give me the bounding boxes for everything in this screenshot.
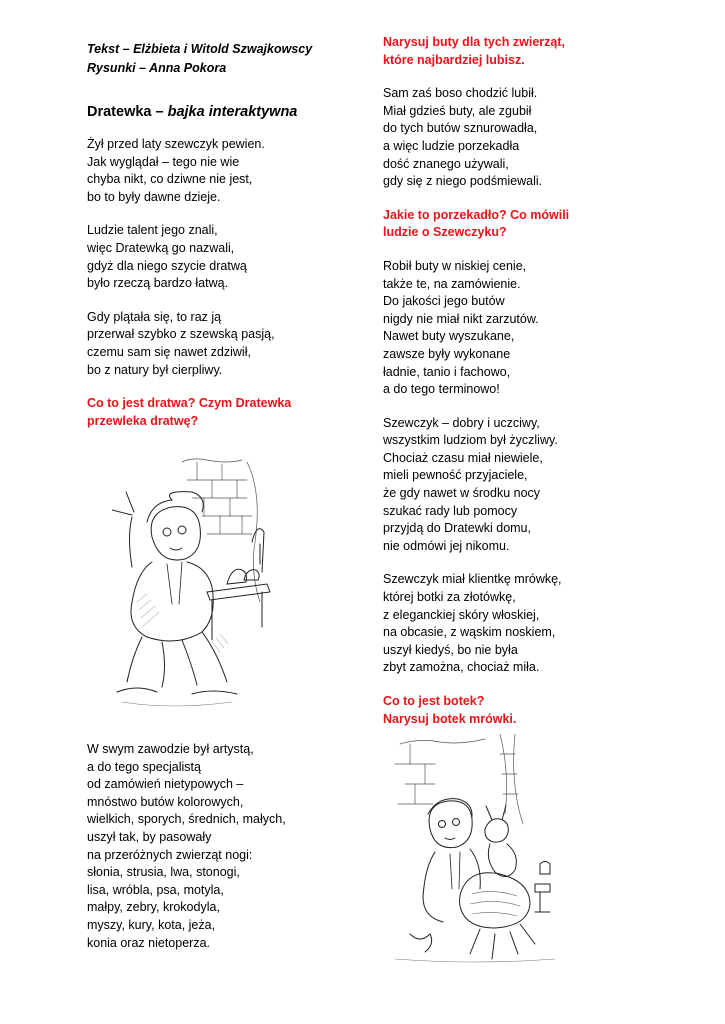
verse-line: nie odmówi jej nikomu. bbox=[383, 538, 510, 553]
verse-line: wszystkim ludziom był życzliwy. bbox=[383, 433, 558, 448]
verse-line: chyba nikt, co dziwne nie jest, bbox=[87, 172, 253, 187]
verse-line: mieli pewność przyjaciele, bbox=[383, 468, 528, 483]
verse-line: do tych butów sznurowadła, bbox=[383, 121, 538, 136]
author-credit: Tekst – Elżbieta i Witold Szwajkowscy bbox=[87, 42, 313, 56]
verse-line: bo z natury był cierpliwy. bbox=[87, 362, 223, 377]
verse-line: bo to były dawne dzieje. bbox=[87, 189, 221, 204]
stanza bbox=[87, 136, 357, 206]
title-subtitle: bajka interaktywna bbox=[167, 104, 298, 120]
question-dratwa bbox=[87, 395, 357, 430]
stanza-artist bbox=[87, 741, 357, 952]
verse-line: zawsze były wykonane bbox=[383, 346, 511, 361]
verse-line: było rzeczą bardzo łatwą. bbox=[87, 276, 229, 291]
question-line: Narysuj botek mrówki. bbox=[383, 711, 517, 726]
question-line: Co to jest botek? bbox=[383, 694, 485, 708]
question-line: przewleka dratwę? bbox=[87, 413, 199, 428]
stanza bbox=[383, 258, 683, 399]
verse-line: że gdy nawet w środku nocy bbox=[383, 486, 541, 501]
page-title bbox=[87, 104, 357, 120]
verse-line: Nawet buty wyszukane, bbox=[383, 329, 515, 344]
verse-line: szukać rady lub pomocy bbox=[383, 503, 518, 518]
stanza bbox=[383, 571, 683, 677]
verse-line: a więc ludzie porzekadła bbox=[383, 138, 520, 153]
verse-line: Szewczyk miał klientkę mrówkę, bbox=[383, 572, 562, 587]
stanza bbox=[87, 309, 357, 379]
verse-line: na przeróżnych zwierząt nogi: bbox=[87, 847, 253, 862]
shoemaker-illustration bbox=[112, 452, 277, 710]
verse-line: Miał gdzieś buty, ale zgubił bbox=[383, 103, 532, 118]
verse-line: W swym zawodzie był artystą, bbox=[87, 742, 254, 756]
verse-line: uszył tak, by pasowały bbox=[87, 829, 212, 844]
verse-line: Ludzie talent jego znali, bbox=[87, 223, 218, 238]
verse-line: także te, na zamówienie. bbox=[383, 276, 521, 291]
verse-line: wielkich, sporych, średnich, małych, bbox=[87, 812, 286, 827]
verse-line: ładnie, tanio i fachowo, bbox=[383, 364, 511, 379]
verse-line: Gdy plątała się, to raz ją bbox=[87, 309, 222, 324]
right-column bbox=[383, 34, 683, 728]
question-line: Jakie to porzekadło? Co mówili bbox=[383, 207, 570, 222]
verse-line: dość znanego używali, bbox=[383, 156, 509, 171]
stanza bbox=[383, 415, 683, 556]
verse-line: Robił buty w niskiej cenie, bbox=[383, 258, 527, 273]
verse-line: Szewczyk – dobry i uczciwy, bbox=[383, 415, 540, 430]
verse-line: myszy, kury, kota, jeża, bbox=[87, 917, 216, 932]
verse-line: lisa, wróbla, psa, motyla, bbox=[87, 882, 224, 897]
verse-line: słonia, strusia, lwa, stonogi, bbox=[87, 865, 240, 880]
question-line: Narysuj buty dla tych zwierząt, bbox=[383, 35, 565, 49]
verse-line: więc Dratewką go nazwali, bbox=[87, 240, 235, 255]
title-main: Dratewka – bbox=[87, 104, 168, 120]
verse-line: gdyż dla niego szycie dratwą bbox=[87, 258, 247, 273]
verse-line: małpy, zebry, krokodyla, bbox=[87, 900, 220, 915]
verse-line: której botki za złotówkę, bbox=[383, 590, 516, 605]
question-line: Co to jest dratwa? Czym Dratewka bbox=[87, 396, 292, 411]
question-line: ludzie o Szewczyku? bbox=[383, 225, 507, 240]
question-line: które najbardziej lubisz. bbox=[383, 52, 525, 67]
verse-line: przerwał szybko z szewską pasją, bbox=[87, 327, 275, 342]
verse-line: Chociaż czasu miał niewiele, bbox=[383, 450, 543, 465]
stanza bbox=[87, 222, 357, 292]
verse-line: z eleganckiej skóry włoskiej, bbox=[383, 607, 540, 622]
verse-line: a do tego specjalistą bbox=[87, 759, 201, 774]
verse-line: uszył kiedyś, bo nie była bbox=[383, 642, 518, 657]
verse-line: na obcasie, z wąskim noskiem, bbox=[383, 625, 556, 640]
verse-line: Jak wyglądał – tego nie wie bbox=[87, 154, 240, 169]
question-draw-shoes bbox=[383, 34, 683, 69]
verse-line: Do jakości jego butów bbox=[383, 294, 505, 309]
illustrator-credit: Rysunki – Anna Pokora bbox=[87, 61, 227, 75]
verse-line: czemu sam się nawet zdziwił, bbox=[87, 344, 251, 359]
verse-line: przyjdą do Dratewki domu, bbox=[383, 521, 531, 536]
verse-line: zbyt zamożna, chociaż miła. bbox=[383, 660, 540, 675]
verse-line: nigdy nie miał nikt zarzutów. bbox=[383, 311, 539, 326]
verse-line: mnóstwo butów kolorowych, bbox=[87, 794, 244, 809]
ant-illustration bbox=[390, 734, 560, 966]
question-botek bbox=[383, 693, 683, 728]
verse-line: od zamówień nietypowych – bbox=[87, 777, 244, 792]
verse-line: Sam zaś boso chodzić lubił. bbox=[383, 86, 538, 101]
verse-line: Żył przed laty szewczyk pewien. bbox=[87, 137, 265, 151]
verse-line: a do tego terminowo! bbox=[383, 382, 500, 397]
verse-line: gdy się z niego podśmiewali. bbox=[383, 174, 543, 189]
question-proverb bbox=[383, 207, 683, 242]
verse-line: konia oraz nietoperza. bbox=[87, 935, 210, 950]
stanza bbox=[383, 85, 683, 191]
left-column bbox=[87, 40, 357, 430]
